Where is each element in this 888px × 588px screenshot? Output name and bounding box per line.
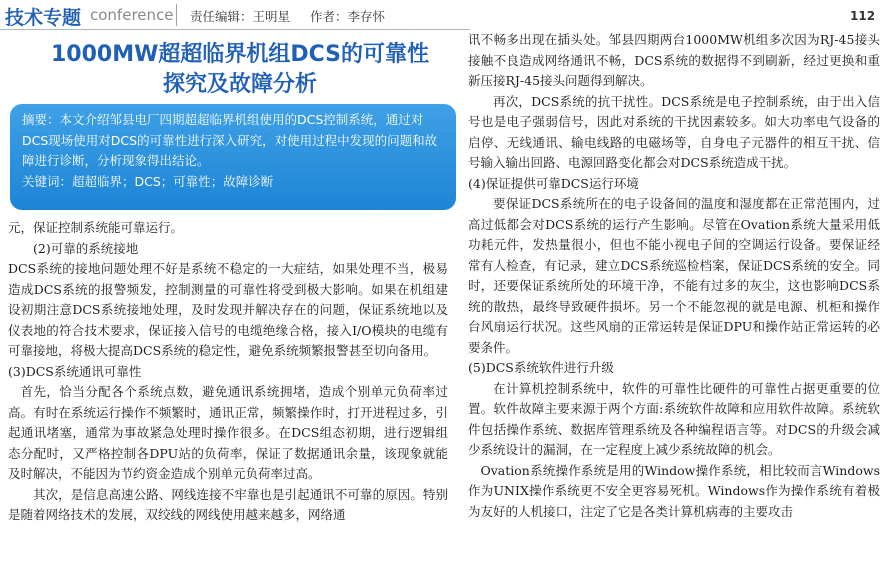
page-header	[0, 0, 888, 30]
column-brand-title: 技术专题	[5, 7, 82, 29]
section-heading-communication: (3)DCS系统通讯可靠性	[8, 363, 142, 379]
article-author: 作者：李存怀	[310, 9, 386, 24]
left-paragraph-grounding: DCS系统的接地问题处理不好是系统不稳定的一大症结，如果处理不当，极易造成DCS系统的报警频发，控制测量的可靠性将受到极大影响。如果在机组建设初期注意DCS系统接地处理，及时发现并解决存在的问题，保证系统地以及仪表地的符合技术要求，保证接入信号的电缆绝缘合格，接入I/O模块的电缆有可靠接地，将极大提高DCS系统的稳定性，避免系统频繁报警甚至切向备用。	[8, 261, 448, 358]
section-heading-grounding: (2)可靠的系统接地	[33, 240, 139, 256]
right-paragraph-environment: 要保证DCS系统所在的电子设备间的温度和湿度都在正常范围内，过高过低都会对DCS系统的运行产生影响。尽管在Ovation系统大量采用低功耗元件，发热量很小，但也不能小视电子间的空调运行设备。要保证经常有人检查，有记录，建立DCS系统巡检档案，保证DCS系统的安全。同时，还要保证系统所处的环境干净，不能有过多的灰尘，这也影响DCS系统的散热，最终导致硬件损坏。另一个不能忽视的就是电源、机柜和操作台风扇运行状况。这些风扇的正常运转是保证DPU和操作站正常运转的必要条件。	[468, 196, 880, 355]
right-paragraph-rj45: 讯不畅多出现在插头处。邹县四期两台1000MW机组多次因为RJ-45接头接触不良造成网络通讯不畅，DCS系统的数据得不到刷新，经过更换和重新压接RJ-45接头问题得到解决。	[468, 32, 880, 88]
right-paragraph-ovation: Ovation系统操作系统是用的Window操作系统，相比较而言Windows作为UNIX操作系统更不安全更容易死机。Windows作为操作系统有着极为友好的人机接口，注定了它是各类计算机病毒的主要攻击	[468, 462, 880, 519]
header-divider	[176, 4, 177, 26]
column-brand-subtitle: conference	[90, 6, 174, 24]
article-title	[30, 40, 450, 100]
right-paragraph-interference: 再次，DCS系统的抗干扰性。DCS系统是电子控制系统，由于出入信号也是电子强弱信号，因此对系统的干扰因素较多。如大功率电气设备的启停、无线通讯、输电线路的电磁场等，自身电子元器件的相互干扰、信号输入输出回路、电源回路变化都会对DCS系统造成干扰。	[468, 93, 880, 170]
abstract-text: 摘要：本文介绍邹县电厂四期超超临界机组使用的DCS控制系统，通过对DCS现场使用对DCS的可靠性进行深入研究，对使用过程中发现的问题和故障进行诊断，分析现象得出结论。	[22, 112, 438, 168]
article-title-line-1: 1000MW超超临界机组DCS的可靠性	[50, 42, 430, 67]
responsible-editor: 责任编辑：王明星	[190, 9, 291, 24]
abstract-box	[10, 104, 456, 210]
left-paragraph-communication: 首先，恰当分配各个系统点数，避免通讯系统拥堵，造成个别单元负荷率过高。有时在系统运行操作不频繁时，通讯正常，频繁操作时，打开进程过多，引起通讯堵塞，通常为事故紧急处理时操作很多。在DCS组态初期，进行逻辑组态分配时，又严格控制各DPU站的负荷率，保证了数据通讯余量，该现象就能及时解决，不能因为节约资金造成个别单元负荷率过高。	[8, 384, 448, 481]
section-heading-environment: (4)保证提供可靠DCS运行环境	[468, 175, 639, 191]
left-paragraph-1: 元，保证控制系统能可靠运行。	[8, 220, 184, 235]
left-column	[8, 218, 448, 526]
right-column	[468, 30, 880, 522]
right-paragraph-software: 在计算机控制系统中，软件的可靠性比硬件的可靠性占据更重要的位置。软件故障主要来源于两个方面:系统软件故障和应用软件故障。系统软件包括操作系统、数据库管理系统及各种编程语言等。对DCS的升级会减少系统设计的漏洞，在一定程度上减少系统故障的机会。	[468, 380, 880, 457]
section-heading-software: (5)DCS系统软件进行升级	[468, 360, 614, 375]
header-rule	[0, 29, 470, 30]
keywords-text: 关键词：超超临界；DCS；可靠性；故障诊断	[22, 173, 274, 189]
left-paragraph-network: 其次，是信息高速公路、网线连接不牢靠也是引起通讯不可靠的原因。特别是随着网络技术的发展，双绞线的网线使用越来越多，网络通	[8, 486, 448, 522]
page-number: 112	[850, 9, 876, 23]
article-title-line-2: 探究及故障分析	[162, 72, 317, 97]
